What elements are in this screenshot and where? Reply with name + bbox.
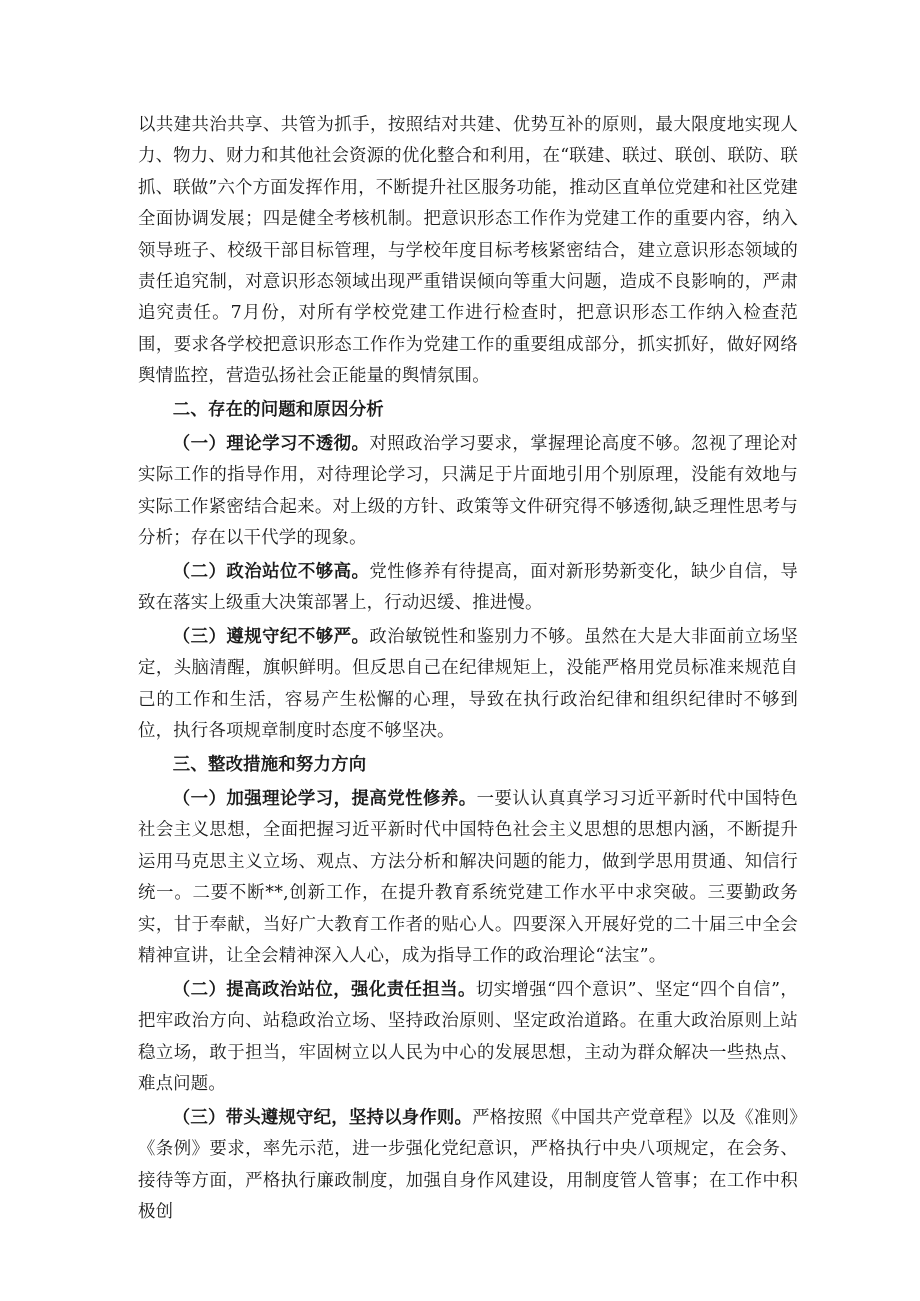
document-body bbox=[138, 110, 798, 1231]
measure-item-2-lead: （二）提高政治站位，强化责任担当。 bbox=[172, 979, 476, 1000]
measure-item-3 bbox=[138, 1103, 798, 1229]
measure-item-2 bbox=[138, 975, 798, 1101]
section-heading-problems: 二、存在的问题和原因分析 bbox=[172, 400, 384, 421]
measure-item-2-body: 切实增强“四个意识”、坚定“四个自信”，把牢政治方向、站稳政治立场、坚持政治原则、坚定政治道路。在重大政治原则上站稳立场，敢于担当，牢固树立以人民为中心的发展思想，主动为群众解决一些热点、难点问题。 bbox=[138, 979, 798, 1094]
problem-item-2-body: 党性修养有待提高，面对新形势新变化，缺少自信，导致在落实上级重大决策部署上，行动迟缓、推进慢。 bbox=[138, 561, 798, 614]
problem-item-2 bbox=[138, 557, 798, 620]
problem-item-1-body: 对照政治学习要求，掌握理论高度不够。忽视了理论对实际工作的指导作用，对待理论学习，只满足于片面地引用个别原理，没能有效地与实际工作紧密结合起来。对上级的方针、政策等文件研究得不够透彻,缺乏理性思考与分析；存在以干代学的现象。 bbox=[138, 433, 798, 549]
problem-item-2-lead: （二）政治站位不够高。 bbox=[172, 561, 370, 582]
measure-item-1-lead: （一）加强理论学习，提高党性修养。 bbox=[172, 788, 477, 809]
measure-item-3-body: 严格按照《中国共产党章程》以及《准则》《条例》要求，率先示范，进一步强化党纪意识，严格执行中央八项规定，在会务、接待等方面，严格执行廉政制度，加强自身作风建设，用制度管人管事；在工作中积极创 bbox=[138, 1107, 799, 1222]
section-heading-measures: 三、整改措施和努力方向 bbox=[172, 755, 367, 776]
problem-item-3-lead: （三）遵规守纪不够严。 bbox=[172, 627, 370, 648]
problem-item-3 bbox=[138, 622, 798, 748]
measure-item-1 bbox=[138, 784, 798, 972]
problem-item-1-lead: （一）理论学习不透彻。 bbox=[172, 433, 370, 454]
measure-item-1-body: 一要认认真真学习习近平新时代中国特色社会主义思想，全面把握习近平新时代中国特色社会主义思想的思想内涵，不断提升运用马克思主义立场、观点、方法分析和解决问题的能力，做到学思用贯通、知信行统一。二要不断**,创新工作，在提升教育系统党建工作水平中求突破。三要勤政务实，甘于奉献，当好广大教育工作者的贴心人。四要深入开展好党的二十届三中全会精神宣讲，让全会精神深入人心，成为指导工作的政治理论“法宝”。 bbox=[138, 788, 799, 966]
problem-item-3-body: 政治敏锐性和鉴别力不够。虽然在大是大非面前立场坚定，头脑清醒，旗帜鲜明。但反思自己在纪律规矩上，没能严格用党员标准来规范自己的工作和生活，容易产生松懈的心理，导致在执行政治纪律和组织纪律时不够到位，执行各项规章制度时态度不够坚决。 bbox=[138, 627, 798, 742]
measure-item-3-lead: （三）带头遵规守纪，坚持以身作则。 bbox=[172, 1107, 473, 1128]
intro-paragraph: 以共建共治共享、共管为抓手，按照结对共建、优势互补的原则，最大限度地实现人力、物力、财力和其他社会资源的优化整合和利用，在“联建、联过、联创、联防、联抓、联做”六个方面发挥作用，不断提升社区服务功能，推动区直单位党建和社区党建全面协调发展；四是健全考核机制。把意识形态工作作为党建工作的重要内容，纳入领导班子、校级干部目标管理，与学校年度目标考核紧密结合，建立意识形态领域的责任追究制，对意识形态领域出现严重错误倾向等重大问题，造成不良影响的，严肃追究责任。7月份，对所有学校党建工作进行检查时，把意识形态工作纳入检查范围，要求各学校把意识形态工作作为党建工作的重要组成部分，抓实抓好，做好网络舆情监控，营造弘扬社会正能量的舆情氛围。 bbox=[138, 115, 798, 387]
problem-item-1 bbox=[138, 429, 798, 555]
